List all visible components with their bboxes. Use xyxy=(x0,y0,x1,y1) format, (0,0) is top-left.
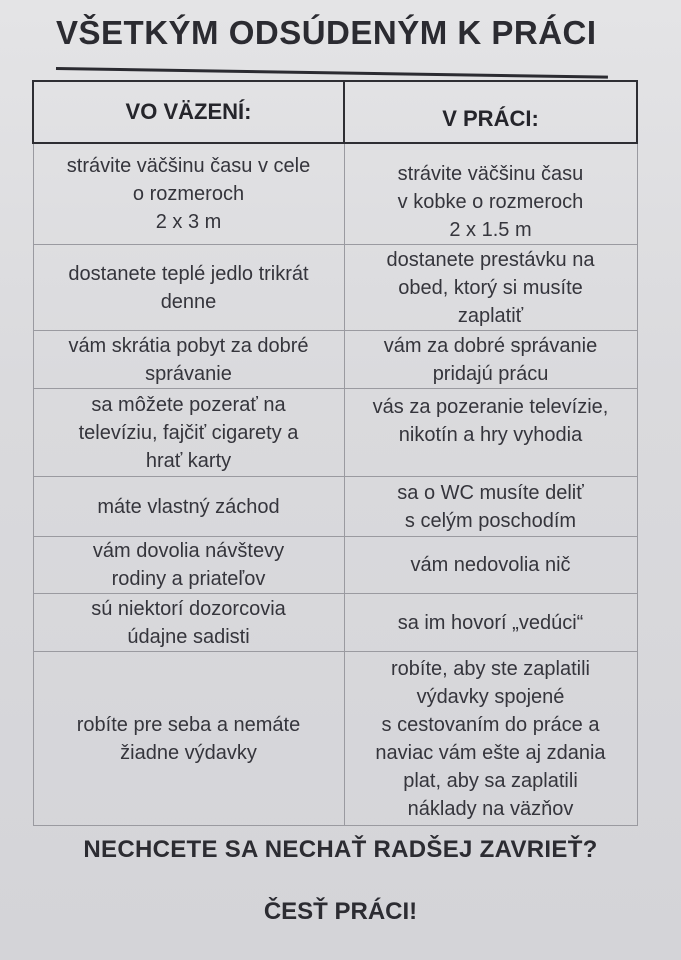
table-row xyxy=(33,143,637,245)
prison-cell: dostanete teplé jedlo trikrát denne xyxy=(33,245,344,331)
work-cell: sa im hovorí „vedúci“ xyxy=(344,594,637,652)
table-row xyxy=(33,389,637,477)
header-prison: VO VÄZENÍ: xyxy=(33,81,344,143)
work-cell: vám nedovolia nič xyxy=(344,537,637,594)
table-row xyxy=(33,652,637,826)
work-cell: sa o WC musíte deliť s celým poschodím xyxy=(344,477,637,537)
work-cell: dostanete prestávku na obed, ktorý si musíte zaplatiť xyxy=(344,245,637,331)
prison-cell: vám skrátia pobyt za dobré správanie xyxy=(33,331,344,389)
comparison-table xyxy=(32,80,638,826)
prison-cell: robíte pre seba a nemáte žiadne výdavky xyxy=(33,652,344,826)
prison-cell: sa môžete pozerať na televíziu, fajčiť cigarety a hrať karty xyxy=(33,389,344,477)
prison-cell: sú niektorí dozorcovia údajne sadisti xyxy=(33,594,344,652)
closing-slogan: ČESŤ PRÁCI! xyxy=(263,898,418,925)
table-header-row xyxy=(33,81,637,143)
work-cell: robíte, aby ste zaplatili výdavky spojené s cestovaním do práce a naviac vám ešte aj zdania plat, aby sa zaplatili náklady na väzňov xyxy=(344,652,637,826)
table-row xyxy=(33,245,637,331)
work-cell: vás za pozeranie televízie, nikotín a hry vyhodia xyxy=(344,389,637,477)
closing-question: NECHCETE SA NECHAŤ RADŠEJ ZAVRIEŤ? xyxy=(83,836,598,863)
table-row xyxy=(33,477,637,537)
work-cell: vám za dobré správanie pridajú prácu xyxy=(344,331,637,389)
table-row xyxy=(33,331,637,389)
table-row xyxy=(33,594,637,652)
prison-cell: strávite väčšinu času v cele o rozmeroch 2 x 3 m xyxy=(33,143,344,245)
prison-cell: vám dovolia návštevy rodiny a priateľov xyxy=(33,537,344,594)
work-cell: strávite väčšinu času v kobke o rozmeroch 2 x 1.5 m xyxy=(344,143,637,245)
header-work: V PRÁCI: xyxy=(344,81,637,143)
table-row xyxy=(33,537,637,594)
title-underline xyxy=(56,67,608,79)
prison-cell: máte vlastný záchod xyxy=(33,477,344,537)
poster-title: VŠETKÝM ODSÚDENÝM K PRÁCI xyxy=(56,14,597,51)
